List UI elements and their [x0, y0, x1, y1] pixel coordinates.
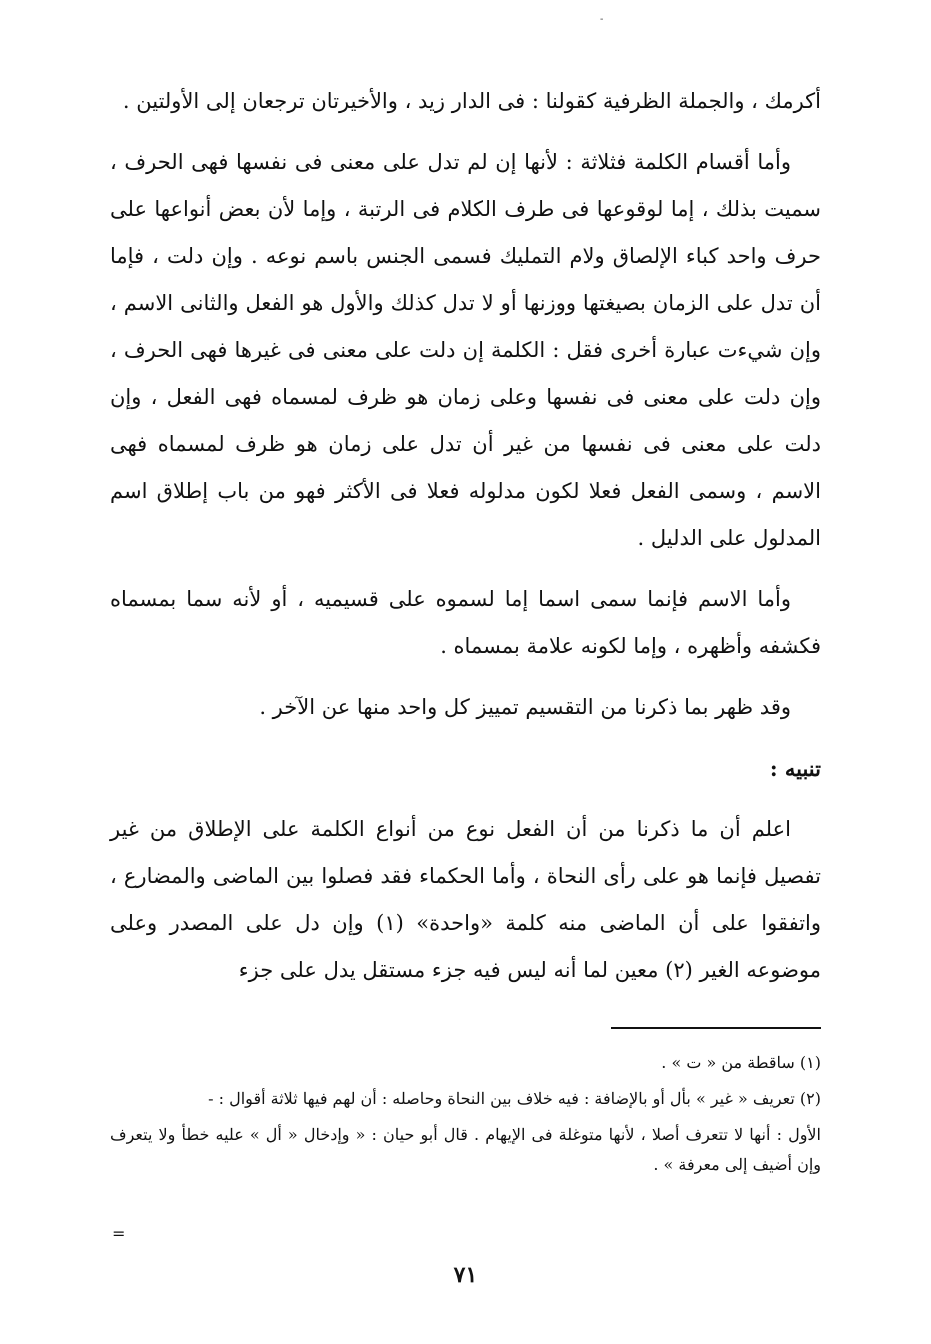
- paragraph-4: وقد ظهر بما ذكرنا من التقسيم تمييز كل واحد منها عن الآخر .: [259, 695, 791, 719]
- footnote-1: (١) ساقطة من « ت » .: [661, 1053, 821, 1072]
- paragraph-3: وأما الاسم فإنما سمى اسما إما لسموه على قسيميه ، أو لأنه سما بمسماه فكشفه وأظهره ، وإما لكونه علامة بمسماه .: [110, 587, 821, 658]
- section-heading: تنبيه :: [769, 756, 821, 781]
- continuation-mark: =: [112, 1224, 126, 1243]
- main-text: [110, 78, 821, 994]
- footnote-2: (٢) تعريف « غير » بأل أو بالإضافة : فيه خلاف بين النحاة وحاصله : أن لهم فيها ثلاثة أقوال : -: [208, 1089, 821, 1108]
- footnote-3: الأول : أنها لا تتعرف أصلا ، لأنها متوغلة فى الإيهام . قال أبو حيان : « وإدخال « أل » عليه خطأ ولا يتعرف وإن أضيف إلى معرفة » .: [110, 1125, 821, 1174]
- page-number: ٧١: [453, 1262, 478, 1288]
- footnotes: [110, 1048, 821, 1186]
- paragraph-5: اعلم أن ما ذكرنا من أن الفعل نوع من أنواع الكلمة على الإطلاق من غير تفصيل فإنما هو على رأى النحاة ، وأما الحكماء فقد فصلوا بين الماضى والمضارع ، واتفقوا على أن الماضى منه كلمة «واحدة» (١) وإن دل على المصدر وعلى موضوعه الغير (٢) معين لما أنه ليس فيه جزء مستقل يدل على جزء: [110, 817, 822, 982]
- footnote-divider: [611, 1027, 821, 1029]
- paragraph-1: أكرمك ، والجملة الظرفية كقولنا : فى الدار زيد ، والأخيرتان ترجعان إلى الأولتين .: [122, 89, 821, 113]
- paragraph-2: وأما أقسام الكلمة فثلاثة : لأنها إن لم تدل على معنى فى نفسها فهى الحرف ، سميت بذلك ، إما لوقوعها فى طرف الكلام فى الرتبة ، وإما لأن بعض أنواعها على حرف واحد كباء الإلصاق ولام التمليك فسمى الجنس باسم نوعه . وإن دلت ، فإما أن تدل على الزمان بصيغتها ووزنها أو لا تدل كذلك والأول هو الفعل والثانى الاسم ، وإن شيءت عبارة أخرى فقل : الكلمة إن دلت على معنى فى غيرها فهى الحرف ، وإن دلت على معنى فى نفسها وعلى زمان هو ظرف لمسماه فهى الفعل ، وإن دلت على معنى فى نفسها من غير أن تدل على زمان هو ظرف لمسماه فهى الاسم ، وسمى الفعل فعلا لكون مدلوله فعلا فى الأكثر فهو من باب إطلاق اسم المدلول على الدليل .: [110, 150, 821, 550]
- top-mark: -: [600, 14, 604, 25]
